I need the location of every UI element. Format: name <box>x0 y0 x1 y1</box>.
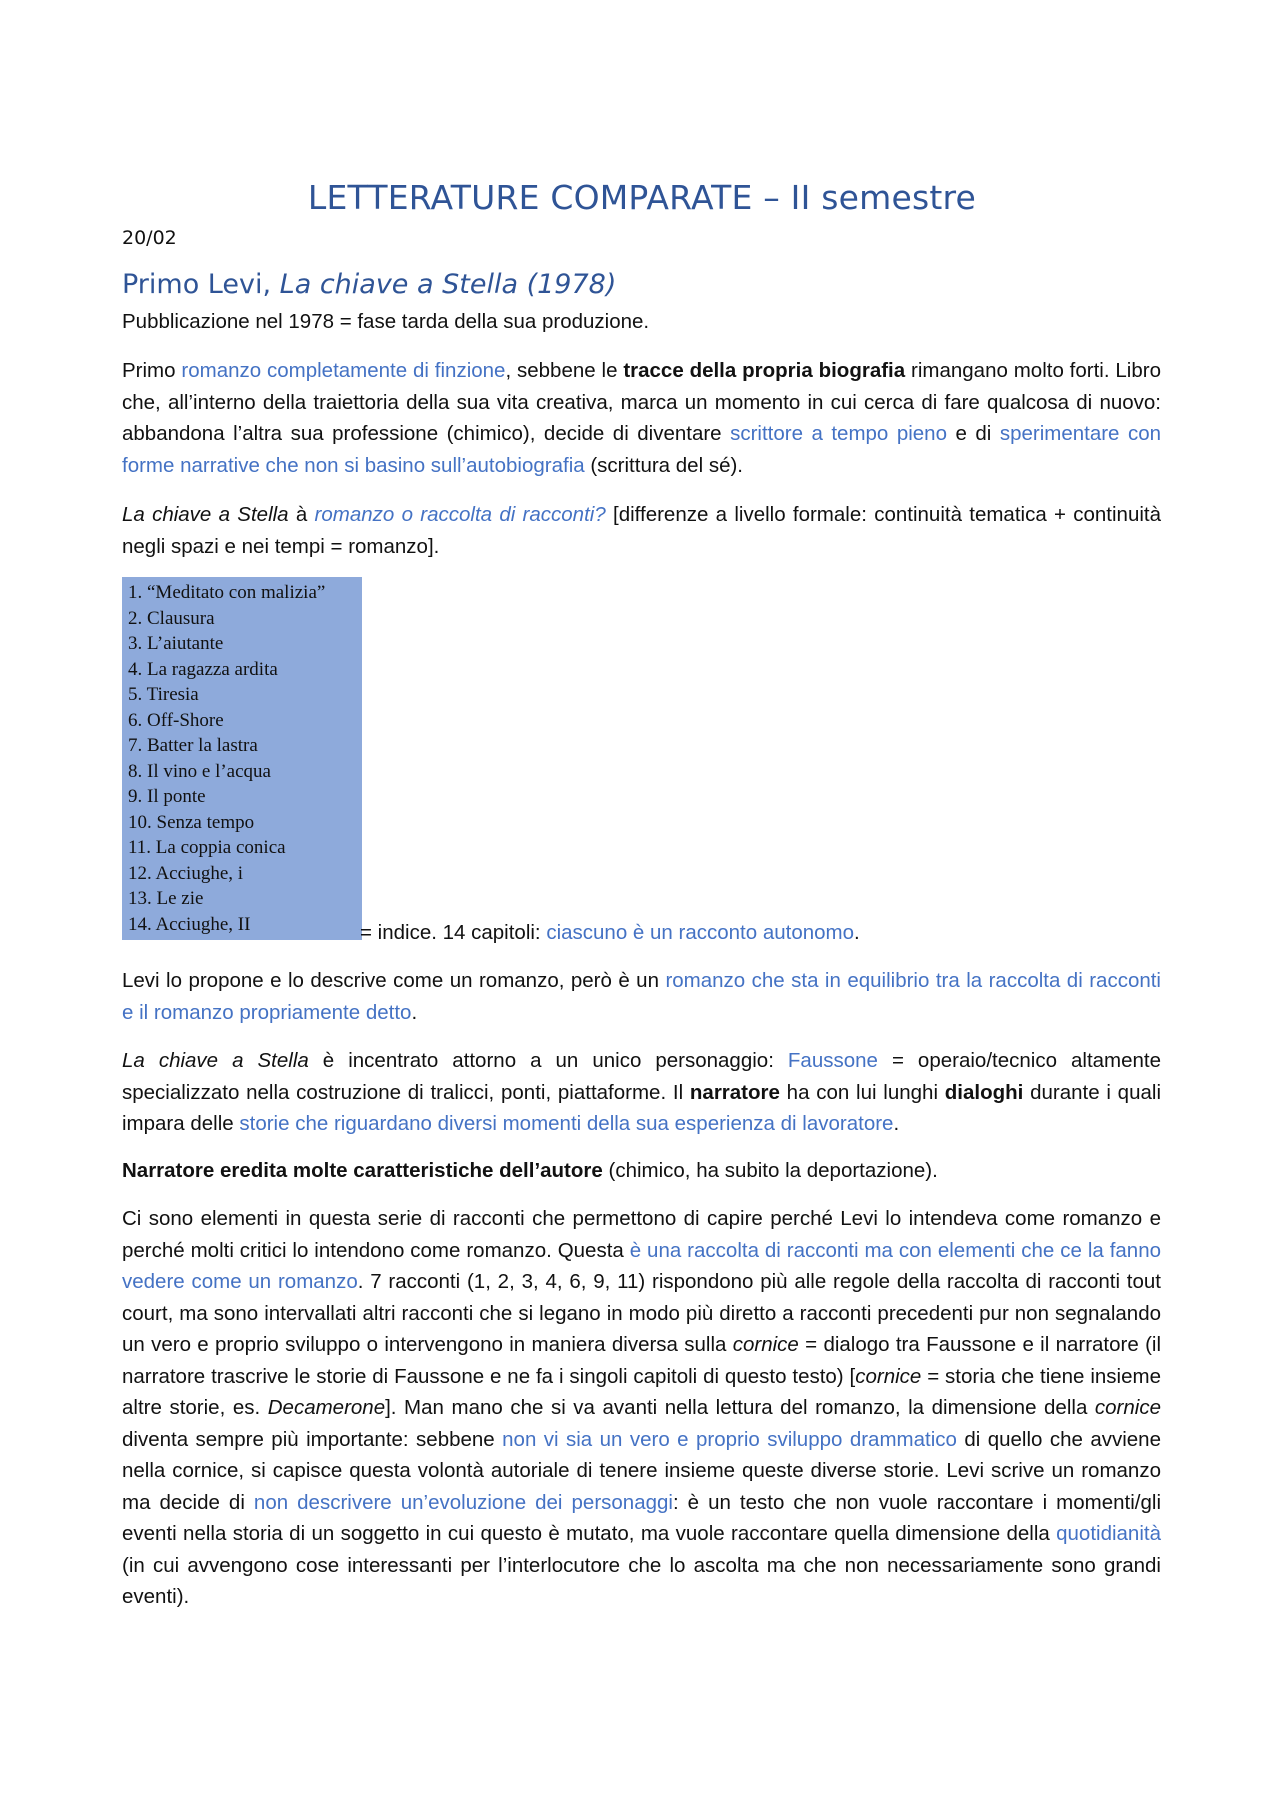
chapter-item: 4. La ragazza ardita <box>128 658 278 680</box>
chapter-item: 12. Acciughe, i <box>128 862 244 884</box>
section-heading <box>122 269 616 300</box>
text-run: diventa sempre più importante: sebbene <box>122 1427 503 1451</box>
chapter-item: 5. Tiresia <box>128 684 199 705</box>
text-run: durante i quali impara delle <box>122 1080 1161 1135</box>
index-caption <box>360 917 860 948</box>
text-run: (scrittura del sé). <box>584 453 744 477</box>
text-run: = dialogo tra Faussone e il narratore (il narratore trascrive le storie di Faussone e ne fa i singoli capitoli di questo testo) [ <box>122 1333 1161 1388</box>
text-run: , sebbene le <box>505 359 624 382</box>
text-run: : è un testo che non vuole raccontare i momenti/gli eventi nella storia di un soggetto in cui questo è mutato, ma vuole raccontare quella dimensione della <box>122 1490 1161 1545</box>
text-run: . <box>893 1112 900 1135</box>
chapter-item: 8. Il vino e l’acqua <box>128 760 271 782</box>
highlight-run: ciascuno è un racconto autonomo <box>546 921 855 944</box>
italic-run: Decamerone <box>267 1396 386 1419</box>
text-run: [differenze a livello formale: continuità tematica + continuità negli spazi e nei tempi = romanzo]. <box>122 503 1162 558</box>
chapter-item: 3. L’aiutante <box>128 633 224 654</box>
highlight-run: non descrivere un’evoluzione dei personaggi <box>253 1490 673 1514</box>
paragraph-narrator <box>122 1155 1161 1187</box>
paragraph-novel <box>122 355 1161 481</box>
bold-run: narratore <box>689 1080 780 1104</box>
text-run: Levi lo propone e lo descrive come un romanzo, però è un <box>122 969 666 992</box>
heading-work: La chiave a Stella (1978) <box>279 269 617 300</box>
paragraph-faussone <box>122 1045 1161 1140</box>
text-run: (in cui avvengono cose interessanti per l’interlocutore che lo ascolta ma che non necessariamente sono grandi eventi). <box>122 1553 1161 1608</box>
italic-run: cornice <box>1094 1396 1161 1419</box>
paragraph-question <box>122 499 1161 562</box>
chapter-item: 7. Batter la lastra <box>128 735 258 756</box>
text-run: = storia che tiene insieme altre storie, es. <box>122 1364 1161 1419</box>
highlight-run: è una raccolta di racconti ma con elementi che ce la fanno vedere come un romanzo <box>122 1238 1161 1293</box>
text-run: (chimico, ha subito la deportazione). <box>602 1159 938 1182</box>
chapter-item: 10. Senza tempo <box>128 811 255 833</box>
bold-run: tracce della propria biografia <box>623 359 906 382</box>
text-run: di quello che avviene nella cornice, si capisce questa volontà autoriale di tenere insieme queste diverse storie. Levi scrive un romanzo ma decide di <box>122 1427 1161 1514</box>
text-run: . 7 racconti (1, 2, 3, 4, 6, 9, 11) rispondono più alle regole della raccolta di racconti tout court, ma sono intervallati altri racconti che si legano in modo più diretto a racconti precedenti pur non segnalando un vero e proprio sviluppo o intervengono in maniera diversa sulla <box>122 1270 1161 1356</box>
paragraph-balance <box>122 965 1161 1028</box>
document-title: LETTERATURE COMPARATE – II semestre <box>307 178 977 217</box>
text-run: = indice. 14 capitoli: <box>360 921 547 944</box>
italic-run: cornice <box>732 1333 799 1356</box>
bold-run: Narratore eredita molte caratteristiche dell’autore <box>122 1159 603 1182</box>
italic-run: La chiave a Stella <box>122 1049 309 1072</box>
highlight-run: sperimentare con forme narrative che non si basino sull’autobiografia <box>122 422 1161 477</box>
text-run: à <box>288 503 315 526</box>
highlight-run: quotidianità <box>1056 1522 1161 1545</box>
text-run: Primo <box>122 359 182 382</box>
chapter-item: 1. “Meditato con malizia” <box>128 582 326 603</box>
paragraph-publication <box>122 306 1161 338</box>
text-run: ha con lui lunghi <box>779 1080 945 1104</box>
text-run: è incentrato attorno a un unico personaggio: <box>308 1049 788 1072</box>
text-run: rimangano molto forti. Libro che, all’interno della traiettoria della sua vita creativa, marca un momento in cui cerca di fare qualcosa di nuovo: abbandona l’altra sua professione (chimico), decide di diventare <box>122 359 1161 445</box>
italic-run: La chiave a Stella <box>122 503 289 526</box>
chapter-item: 14. Acciughe, II <box>128 913 251 935</box>
paragraph-analysis <box>122 1203 1161 1613</box>
text-run: e di <box>946 422 1000 445</box>
highlight-run: romanzo che sta in equilibrio tra la raccolta di racconti e il romanzo propriamente detto <box>122 969 1161 1024</box>
highlight-run: non vi sia un vero e proprio sviluppo drammatico <box>502 1427 957 1451</box>
text-run: Ci sono elementi in questa serie di racconti che permettono di capire perché Levi lo intendeva come romanzo e perché molti critici lo intendono come romanzo. Questa <box>122 1207 1161 1262</box>
lesson-date: 20/02 <box>122 227 177 249</box>
chapter-item: 9. Il ponte <box>128 786 206 807</box>
italic-run: cornice <box>855 1364 922 1388</box>
chapter-item: 2. Clausura <box>128 607 215 629</box>
chapter-item: 13. Le zie <box>128 888 204 909</box>
highlight-run: Faussone <box>787 1049 878 1072</box>
text-run: = operaio/tecnico altamente specializzato nella costruzione di tralicci, ponti, piattaforme. Il <box>122 1049 1162 1104</box>
chapter-item: 11. La coppia conica <box>128 837 286 858</box>
highlight-run: romanzo o raccolta di racconti? <box>314 503 606 526</box>
highlight-run: scrittore a tempo pieno <box>730 422 947 445</box>
text-run: ]. Man mano che si va avanti nella lettura del romanzo, la dimensione della <box>385 1396 1095 1419</box>
highlight-run: romanzo completamente di finzione <box>181 359 506 382</box>
text-run: . <box>854 921 860 944</box>
highlight-run: storie che riguardano diversi momenti della sua esperienza di lavoratore <box>239 1112 894 1135</box>
text-run: . <box>411 1000 418 1024</box>
chapter-item: 6. Off-Shore <box>128 709 224 731</box>
paragraph-text: Pubblicazione nel 1978 = fase tarda della sua produzione. <box>122 310 650 333</box>
chapter-index-image <box>122 577 362 940</box>
bold-run: dialoghi <box>944 1080 1024 1104</box>
heading-author: Primo Levi, <box>122 269 272 300</box>
